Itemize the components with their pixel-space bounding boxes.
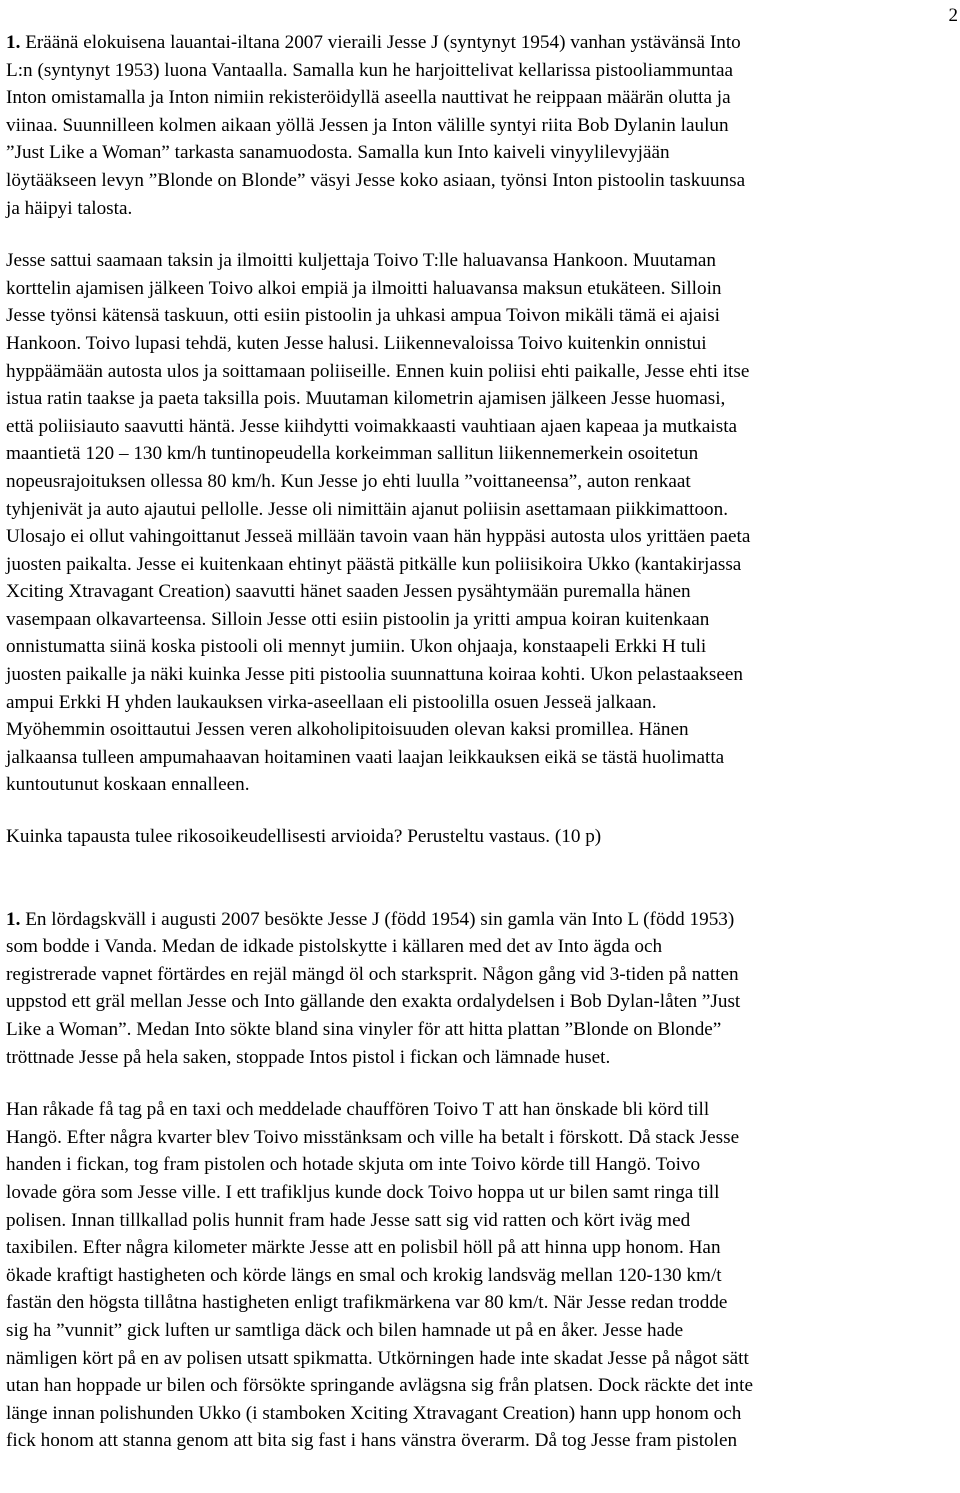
swedish-paragraph-2 [6,1096,954,1455]
text-line: Jesse työnsi kätensä taskuun, otti esiin pistoolin ja uhkasi ampua Toivon mikäli tämä ei ajaisi [6,305,720,327]
finnish-paragraph-1 [6,0,954,222]
text-line: Inton omistamalla ja Inton nimiin rekisteröidyllä aseella nauttivat he reippaan määrän olutta ja [6,87,731,109]
paragraph-spacer [6,799,954,823]
text-line: Xciting Xtravagant Creation) saavutti hänet saaden Jessen pysähtymään puremalla hänen [6,581,691,603]
text-line: tyhjenivät ja auto ajautui pellolle. Jesse oli nimittäin ajanut poliisin asettamaan piikkimattoon. [6,498,729,520]
text-line: L:n (syntynyt 1953) luona Vantaalla. Samalla kun he harjoittelivat kellarissa pistooliammuntaa [6,59,734,81]
text-line: Like a Woman”. Medan Into sökte bland sina vinyler för att hitta plattan ”Blonde on Blonde” [6,1019,722,1040]
finnish-paragraph-1-first-line [6,29,954,57]
text-line: fastän den högsta tillåtna hastigheten enligt trafikmärkena var 80 km/t. När Jesse redan trodde [6,1292,728,1314]
text-line: viinaa. Suunnilleen kolmen aikaan yöllä Jessen ja Inton välille syntyi riita Bob Dylanin laulun [6,114,729,136]
swedish-paragraph-1 [6,906,954,1072]
text-line: ökade kraftigt hastigheten och körde längs en smal och krokig landsväg mellan 120-130 km/t [6,1264,722,1286]
text-line: ampui Erkki H yhden laukauksen virka-aseellaan eli pistoolilla osuen Jesseä jalkaan. [6,691,657,713]
text-line: som bodde i Vanda. Medan de idkade pistolskytte i källaren med det av Into ägda och [6,936,663,958]
text-line: tröttnade Jesse på hela saken, stoppade Intos pistol i fickan och lämnade huset. [6,1046,611,1068]
text-line: registrerade vapnet förtärdes en rejäl mängd öl och starksprit. Någon gång vid 3-tiden på natten [6,963,739,985]
swedish-paragraph-1-line-0: En lördagskväll i augusti 2007 besökte Jesse J (född 1954) sin gamla vän Into L (född 1953) [20,908,735,930]
text-line: juosten paikalle ja näki kuinka Jesse piti pistoolia suunnattuna koiraa kohti. Ukon pelastaakseen [6,664,743,686]
question-text: Kuinka tapausta tulee rikosoikeudellisesti arvioida? Perusteltu vastaus. (10 p) [6,826,602,848]
text-line: Hankoon. Toivo lupasi tehdä, kuten Jesse halusi. Liikennevaloissa Toivo kuitenkin onnistui [6,332,707,354]
text-line: juosten paikalta. Jesse ei kuitenkaan ehtinyt päästä pitkälle kun poliisikoira Ukko (kantakirjassa [6,553,742,575]
text-line: handen i fickan, tog fram pistolen och hotade skjuta om inte Toivo körde till Hangö. Toivo [6,1154,701,1176]
text-line: ja häipyi talosta. [6,197,133,219]
document-page [6,0,954,1455]
text-line: että poliisiauto saavutti häntä. Jesse kiihdytti voimakkaasti vauhtiaan ajaen kapeaa ja mutkaista [6,415,738,437]
finnish-paragraph-1-line-0: Eräänä elokuisena lauantai-iltana 2007 vieraili Jesse J (syntynyt 1954) vanhan ystävänsä Into [20,32,741,53]
text-line: jalkaansa tulleen ampumahaavan hoitaminen vaati laajan leikkauksen eikä se tästä huolimatta [6,746,725,768]
swedish-paragraph-1-first-line [6,906,954,934]
text-line: Myöhemmin osoittautui Jessen veren alkoholipitoisuuden olevan kaksi promillea. Hänen [6,719,689,741]
section-spacer [6,851,954,906]
text-line: Hangö. Efter några kvarter blev Toivo misstänksam och ville ha betalt i förskott. Då stack Jesse [6,1126,740,1148]
text-line: nopeusrajoituksen ollessa 80 km/h. Kun Jesse jo ehti luulla ”voittaneensa”, auton renkaat [6,470,691,492]
text-line: nämligen kört på en av polisen utsatt spikmatta. Utkörningen hade inte skadat Jesse på något sätt [6,1347,749,1369]
text-line: ”Just Like a Woman” tarkasta sanamuodosta. Samalla kun Into kaiveli vinyylilevyjään [6,142,670,164]
paragraph-spacer [6,1071,954,1096]
text-line: utan han hoppade ur bilen och försökte springande avlägsna sig från platsen. Dock räckte det inte [6,1375,754,1397]
text-line: löytääkseen levyn ”Blonde on Blonde” väsyi Jesse koko asiaan, työnsi Inton pistoolin taskuunsa [6,169,746,191]
text-line: Han råkade få tag på en taxi och meddelade chauffören Toivo T att han önskade bli körd till [6,1099,710,1121]
text-line: länge innan polishunden Ukko (i stamboken Xciting Xtravagant Creation) hann upp honom och [6,1402,742,1424]
text-line: fick honom att stanna genom att bita sig fast i hans vänstra överarm. Då tog Jesse fram pistolen [6,1430,738,1452]
text-line: polisen. Innan tillkallad polis hunnit fram hade Jesse satt sig vid ratten och kört iväg med [6,1209,691,1231]
text-line: lovade göra som Jesse ville. I ett trafikljus kunde dock Toivo hoppa ut ur bilen samt ringa till [6,1181,720,1203]
text-line: taxibilen. Efter några kilometer märkte Jesse att en polisbil höll på att hinna upp honom. Han [6,1237,721,1259]
text-line: korttelin ajamisen jälkeen Toivo alkoi empiä ja ilmoitti haluavansa maksun etukäteen. Silloin [6,277,722,299]
text-line: Ulosajo ei ollut vahingoittanut Jesseä millään tavoin vaan hän hyppäsi autosta ulos yrittäen paeta [6,526,751,548]
text-line: Jesse sattui saamaan taksin ja ilmoitti kuljettaja Toivo T:lle haluavansa Hankoon. Muutaman [6,250,716,272]
text-line: sig ha ”vunnit” gick luften ur samtliga däck och bilen hamnade ut på en åker. Jesse hade [6,1319,684,1341]
finnish-question-number: 1. [6,32,21,53]
text-line: kuntoutunut koskaan ennalleen. [6,774,250,796]
text-line: hyppäämään autosta ulos ja soittamaan poliiseille. Ennen kuin poliisi ehti paikalle, Jesse ehti itse [6,360,750,382]
text-line: onnistumatta siinä koska pistooli oli mennyt jumiin. Ukon ohjaaja, konstaapeli Erkki H tuli [6,636,707,658]
finnish-question [6,823,954,851]
finnish-paragraph-2 [6,247,954,799]
text-line: uppstod ett gräl mellan Jesse och Into gällande den exakta ordalydelsen i Bob Dylan-låten ”Just [6,991,741,1013]
paragraph-spacer [6,222,954,247]
text-line: istua ratin taakse ja paeta taksilla pois. Muutaman kilometrin ajamisen jälkeen Jesse huomasi, [6,388,726,410]
text-line: vasempaan olkavarteensa. Silloin Jesse otti esiin pistoolin ja yritti ampua koiran kuitenkaan [6,608,710,630]
text-line: maantietä 120 – 130 km/h tuntinopeudella korkeimman sallitun liikennemerkein osoitetun [6,443,699,465]
swedish-question-number: 1. [6,908,21,930]
page-number: 2 [948,5,958,26]
